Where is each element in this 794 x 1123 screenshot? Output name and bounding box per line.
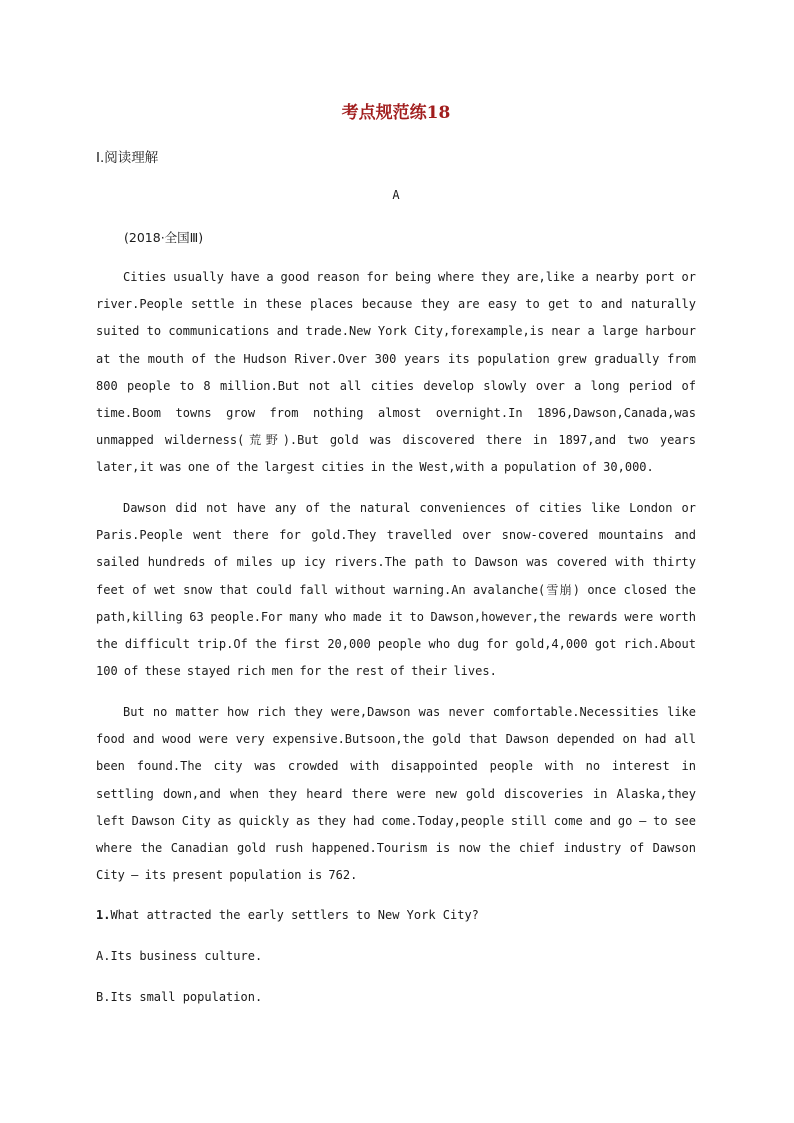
- passage-label: A: [392, 188, 400, 202]
- option-b: B.Its small population.: [96, 990, 263, 1004]
- section-heading: Ⅰ.阅读理解: [96, 150, 159, 166]
- paragraph-3: But no matter how rich they were,Dawson was never comfortable.Necessities like food and wood were very expensive.Butsoon,the gold that Dawson depended on had all been found.The city was crowded with disappointed people with no interest in settling down,and when they heard there were new gold discoveries in Alaska,they left Dawson City as quickly as they had come.Today,people still come and go — to see where the Canadian gold rush happened.Tourism is now the chief industry of Dawson City — its present population is 762.: [96, 705, 696, 883]
- question-text: What attracted the early settlers to New York City?: [110, 908, 479, 922]
- page-title: 考点规范练18: [341, 103, 451, 123]
- option-a: A.Its business culture.: [96, 949, 263, 963]
- paragraph-1: Cities usually have a good reason for being where they are,like a nearby port or river.People settle in these places because they are easy to get to and naturally suited to communications and trade.New York City,forexample,is near a large harbour at the mouth of the Hudson River.Over 300 years its population grew gradually from 800 people to 8 million.But not all cities develop slowly over a long period of time.Boom towns grow from nothing almost overnight.In 1896,Dawson,Canada,was unmapped wilderness(荒野).But gold was discovered there in 1897,and two years later,it was one of the largest cities in the West,with a population of 30,000.: [96, 270, 696, 475]
- source-note: (2018·全国Ⅲ): [124, 230, 204, 245]
- paragraph-2: Dawson did not have any of the natural conveniences of cities like London or Paris.People went there for gold.They travelled over snow-covered mountains and sailed hundreds of miles up icy rivers.The path to Dawson was covered with thirty feet of wet snow that could fall without warning.An avalanche(雪崩) once closed the path,killing 63 people.For many who made it to Dawson,however,the rewards were worth the difficult trip.Of the first 20,000 people who dug for gold,4,000 got rich.About 100 of these stayed rich men for the rest of their lives.: [96, 501, 696, 679]
- question-1: [96, 908, 479, 922]
- question-number: 1.: [96, 908, 111, 922]
